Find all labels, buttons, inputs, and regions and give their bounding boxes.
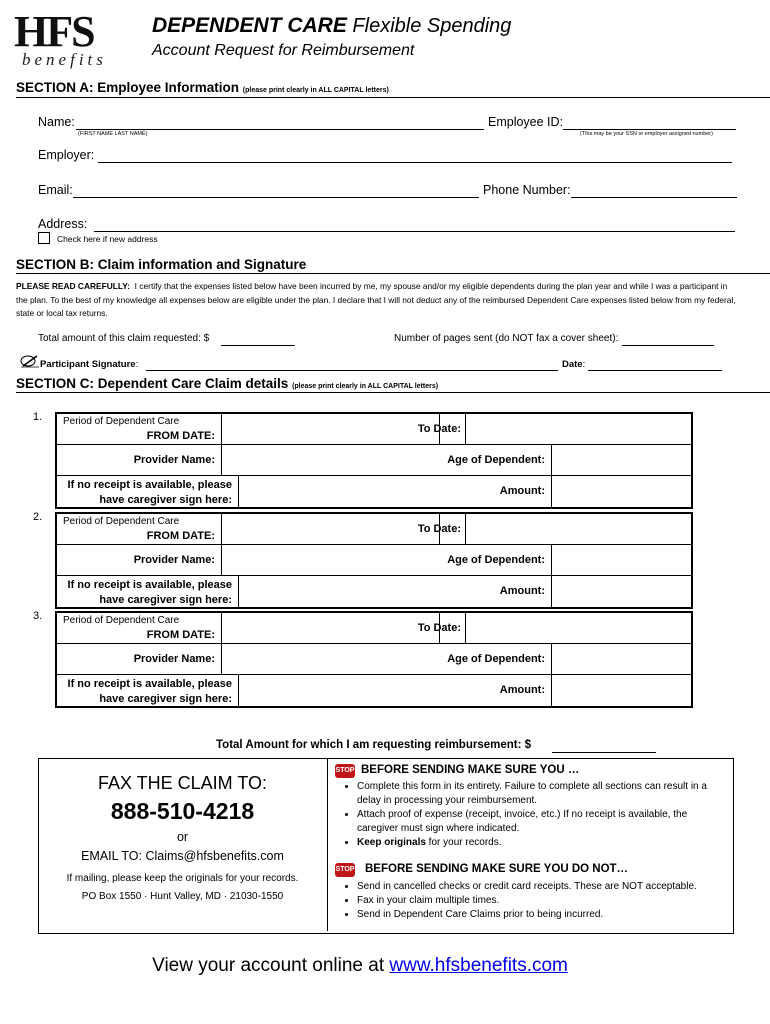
email-field[interactable]	[73, 197, 479, 198]
caregiver-label-line2: have caregiver sign here:	[99, 494, 232, 506]
claim-total-field[interactable]	[221, 345, 295, 346]
certification-text	[16, 280, 738, 321]
read-carefully-label: PLEASE READ CAREFULLY:	[16, 281, 131, 291]
form-title-rest: Flexible Spending	[352, 15, 512, 37]
dont-item-2: • Fax in your claim multiple times.	[357, 894, 729, 908]
from-date-input[interactable]	[222, 514, 440, 545]
section-c-title: SECTION C: Dependent Care Claim details	[16, 376, 289, 391]
new-address-checkbox[interactable]	[38, 232, 50, 244]
caregiver-label	[68, 478, 232, 508]
employee-id-label: Employee ID:	[488, 115, 564, 129]
do-item-2: • Attach proof of expense (receipt, invoice, etc.) If no receipt is available, the caregiver must sign where indicated.	[357, 808, 729, 836]
fax-number: 888-510-4218	[110, 798, 255, 824]
pages-sent-field[interactable]	[622, 345, 714, 346]
amount-label: Amount:	[499, 684, 545, 696]
dont-heading: BEFORE SENDING MAKE SURE YOU DO NOT…	[365, 863, 629, 875]
amount-input[interactable]	[552, 675, 691, 706]
age-label: Age of Dependent:	[447, 454, 545, 466]
provider-label: Provider Name:	[133, 653, 215, 665]
certification-body: I certify that the expenses listed below have been incurred by me, my spouse and/or my eligible dependents during the plan year and while I was a participant in the plan. To the best of my knowledge all expenses below are eligible under the plan. I declare that I will not deduct any of the reimbursed Dependent Care expenses listed below from my federal, state or local tax returns.	[16, 281, 736, 318]
name-label: Name:	[38, 115, 75, 129]
to-date-input[interactable]	[466, 613, 691, 644]
pages-sent-label: Number of pages sent (do NOT fax a cover sheet):	[394, 333, 619, 344]
employer-field[interactable]	[98, 162, 732, 163]
to-date-label: To Date:	[417, 622, 461, 634]
address-field[interactable]	[94, 231, 735, 232]
keep-originals-rest: for your records.	[425, 837, 502, 848]
caregiver-label	[68, 677, 232, 707]
to-date-label-cell	[417, 613, 466, 644]
from-date-input[interactable]	[222, 613, 440, 644]
caregiver-label-line2: have caregiver sign here:	[99, 693, 232, 705]
to-date-label-cell	[417, 514, 466, 545]
caregiver-signature-input[interactable]	[239, 675, 552, 706]
provider-name-input	[222, 445, 552, 476]
amount-label: Amount:	[499, 485, 545, 497]
phone-field[interactable]	[571, 197, 737, 198]
email-to-text: EMAIL TO: Claims@hfsbenefits.com	[81, 849, 284, 863]
employee-id-hint: (This may be your SSN or employer assigned number)	[580, 131, 713, 137]
signature-label: Participant Signature	[40, 359, 136, 370]
dont-list	[343, 880, 729, 922]
claim-number: 2.	[33, 511, 43, 523]
section-a-title: SECTION A: Employee Information	[16, 80, 240, 95]
from-date-input[interactable]	[222, 414, 440, 445]
age-input[interactable]	[552, 644, 691, 675]
reimbursement-total-label: Total Amount for which I am requesting reimbursement: $	[216, 739, 532, 751]
age-input[interactable]	[552, 445, 691, 476]
claim-number: 1.	[33, 411, 43, 423]
from-date-label: FROM DATE:	[146, 430, 215, 442]
amount-input[interactable]	[552, 576, 691, 607]
caregiver-label-line2: have caregiver sign here:	[99, 594, 232, 606]
form-title	[152, 14, 511, 38]
caregiver-label-cell	[57, 675, 239, 706]
dont-item-3: • Send in Dependent Care Claims prior to being incurred.	[357, 908, 729, 922]
date-field[interactable]	[588, 370, 722, 371]
new-address-label: Check here if new address	[57, 234, 158, 244]
to-date-input[interactable]	[466, 414, 691, 445]
claim-block	[56, 413, 692, 508]
amount-input[interactable]	[552, 476, 691, 507]
caregiver-signature-input[interactable]	[239, 476, 552, 507]
age-input[interactable]	[552, 545, 691, 576]
period-label: Period of Dependent Care	[63, 516, 180, 527]
form-title-bold: DEPENDENT CARE	[152, 14, 347, 37]
from-date-label-cell	[57, 414, 222, 445]
signature-label-wrap: Participant Signature:	[40, 359, 139, 370]
name-hint: (FIRST NAME LAST NAME)	[78, 131, 148, 137]
period-label: Period of Dependent Care	[63, 416, 180, 427]
period-label: Period of Dependent Care	[63, 615, 180, 626]
do-item-1: • Complete this form in its entirety. Failure to complete all sections can result in a delay in processing your reimbursement.	[357, 780, 729, 808]
to-date-label: To Date:	[417, 523, 461, 535]
caregiver-label-line1: If no receipt is available, please	[67, 579, 232, 591]
caregiver-label-line1: If no receipt is available, please	[67, 479, 232, 491]
address-label: Address:	[38, 217, 88, 231]
to-date-label-cell	[417, 414, 466, 445]
date-label-wrap: Date:	[562, 359, 586, 370]
email-label: Email:	[38, 183, 73, 197]
to-date-input[interactable]	[466, 514, 691, 545]
caregiver-label	[68, 578, 232, 608]
section-b-rule	[16, 273, 770, 274]
fax-heading: FAX THE CLAIM TO:	[97, 773, 268, 793]
caregiver-signature-input[interactable]	[239, 576, 552, 607]
section-c-note: (please print clearly in ALL CAPITAL letters)	[292, 383, 439, 390]
age-label: Age of Dependent:	[447, 554, 545, 566]
keep-originals-bold: Keep originals	[357, 837, 426, 848]
claim-total-label: Total amount of this claim requested: $	[38, 333, 210, 344]
pen-icon	[20, 354, 40, 373]
reimbursement-total-field[interactable]	[552, 752, 656, 753]
section-b-heading: SECTION B: Claim information and Signature	[16, 257, 307, 272]
date-label: Date	[562, 359, 583, 370]
provider-label-cell	[57, 445, 222, 476]
section-a-heading	[16, 80, 389, 95]
mailing-address: PO Box 1550 · Hunt Valley, MD · 21030-1550	[81, 891, 284, 902]
company-logo-subtitle: benefits	[22, 50, 107, 69]
form-subtitle: Account Request for Reimbursement	[152, 42, 415, 59]
employer-label: Employer:	[38, 148, 95, 162]
caregiver-label-line1: If no receipt is available, please	[67, 678, 232, 690]
mailing-note: If mailing, please keep the originals for your records.	[66, 873, 299, 884]
website-link[interactable]: www.hfsbenefits.com	[389, 955, 568, 976]
do-item-3	[357, 836, 729, 850]
claim-number: 3.	[33, 610, 43, 622]
section-c-heading	[16, 376, 438, 391]
to-date-label: To Date:	[417, 423, 461, 435]
from-date-label: FROM DATE:	[146, 530, 215, 542]
caregiver-label-cell	[57, 576, 239, 607]
stop-sign-icon-2: STOP	[335, 863, 355, 877]
signature-field[interactable]	[146, 370, 558, 371]
employee-id-field[interactable]	[563, 129, 736, 130]
dont-item-1: • Send in cancelled checks or credit card receipts. These are NOT acceptable.	[357, 880, 729, 894]
section-a-note: (please print clearly in ALL CAPITAL letters)	[242, 87, 389, 94]
provider-name-input	[222, 545, 552, 576]
section-c-rule	[16, 392, 770, 393]
footer-text	[0, 955, 720, 977]
phone-label: Phone Number:	[483, 183, 571, 197]
company-logo: HFS	[14, 7, 94, 56]
stop-sign-icon: STOP	[335, 764, 355, 778]
age-label: Age of Dependent:	[447, 653, 545, 665]
section-a-rule	[16, 97, 770, 98]
claim-block	[56, 513, 692, 608]
provider-label: Provider Name:	[133, 554, 215, 566]
from-date-label-cell	[57, 613, 222, 644]
amount-label: Amount:	[499, 585, 545, 597]
provider-label-cell	[57, 644, 222, 675]
submission-box-divider	[327, 759, 328, 931]
or-text: or	[176, 830, 189, 844]
from-date-label: FROM DATE:	[146, 629, 215, 641]
provider-name-input	[222, 644, 552, 675]
name-field[interactable]	[76, 129, 484, 130]
provider-label: Provider Name:	[133, 454, 215, 466]
do-list	[343, 780, 729, 850]
claim-block	[56, 612, 692, 707]
provider-label-cell	[57, 545, 222, 576]
do-heading: BEFORE SENDING MAKE SURE YOU …	[361, 764, 580, 776]
from-date-label-cell	[57, 514, 222, 545]
footer-prefix: View your account online at	[152, 955, 390, 976]
caregiver-label-cell	[57, 476, 239, 507]
